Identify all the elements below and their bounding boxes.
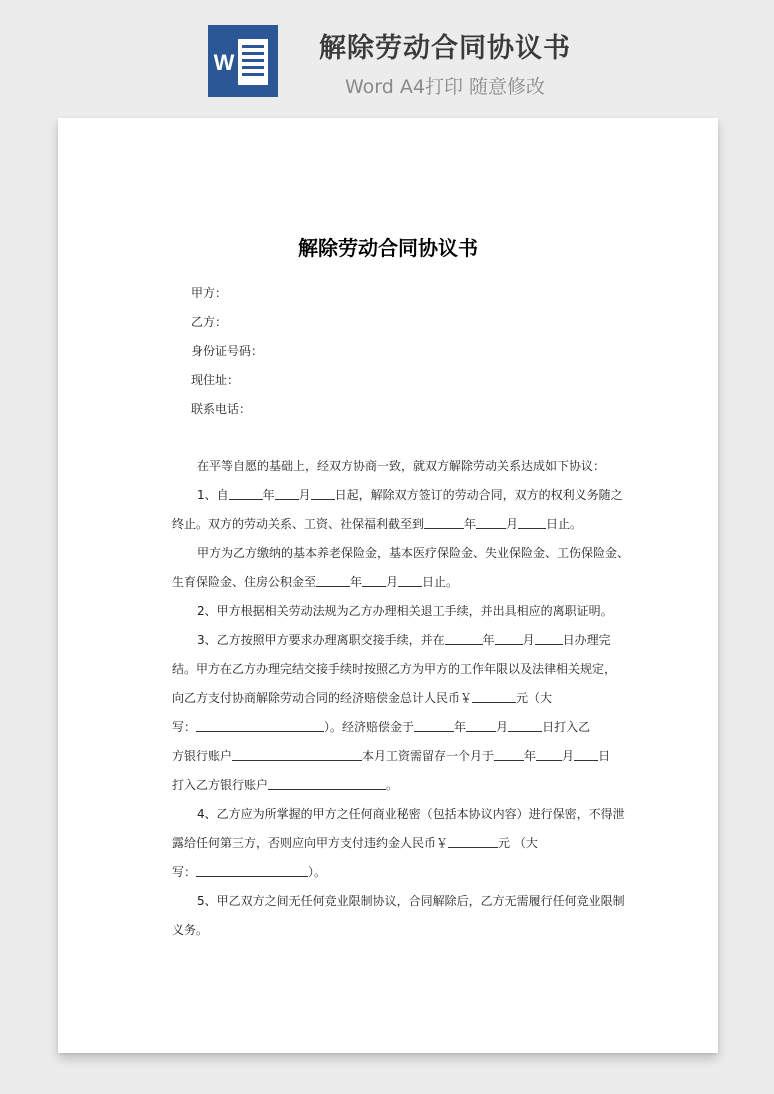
clause-4-line-3: 写： ）。	[172, 865, 327, 879]
clause-3-line-2: 结。甲方在乙方办理完结交接手续时按照乙方为甲方的工作年限以及法律相关规定，	[172, 662, 617, 676]
clause-3-line-4: 写： ）。经济赔偿金于 年 月 日打入乙	[172, 720, 591, 734]
intro-paragraph: 在平等自愿的基础上，经双方协商一致，就双方解除劳动关系达成如下协议：	[197, 459, 606, 473]
clause-3-line-3: 向乙方支付协商解除劳动合同的经济赔偿金总计人民币￥ 元（大	[172, 691, 553, 705]
clause-3-line-6: 打入乙方银行账户 。	[172, 778, 399, 792]
word-icon-letter: W	[213, 50, 235, 75]
field-address: 现住址：	[191, 373, 240, 387]
banner	[0, 0, 774, 118]
clause-4-line-2: 露给任何第三方，否则应向甲方支付违约金人民币￥ 元 （大	[172, 836, 538, 850]
clause-5-line-2: 义务。	[172, 923, 209, 937]
document-page	[58, 118, 718, 1053]
field-phone: 联系电话：	[191, 402, 252, 416]
field-party-a: 甲方：	[191, 286, 228, 300]
field-id-number: 身份证号码：	[191, 344, 264, 358]
document-title: 解除劳动合同协议书	[298, 236, 478, 260]
clause-1-line-4: 生育保险金、住房公积金至 年 月 日止。	[172, 575, 459, 589]
clause-1-line-1: 1、自 年 月 日起，解除双方签订的劳动合同，双方的权利义务随之	[197, 488, 623, 502]
clause-4-line-1: 4、乙方应为所掌握的甲方之任何商业秘密（包括本协议内容）进行保密，不得泄	[197, 807, 625, 821]
word-document-icon	[208, 25, 278, 97]
clause-3-line-5: 方银行账户 本月工资需留存一个月于 年 月 日	[172, 749, 611, 763]
clause-1-line-2: 终止。双方的劳动关系、工资、社保福利截至到 年 月 日止。	[172, 517, 583, 531]
clause-5-line-1: 5、甲乙双方之间无任何竞业限制协议，合同解除后，乙方无需履行任何竞业限制	[197, 894, 625, 908]
clause-1-line-3: 甲方为乙方缴纳的基本养老保险金，基本医疗保险金、失业保险金、工伤保险金、	[197, 546, 630, 560]
clause-2: 2、甲方根据相关劳动法规为乙方办理相关退工手续，并出具相应的离职证明。	[197, 604, 613, 618]
field-party-b: 乙方：	[191, 315, 228, 329]
banner-subtitle: Word A4打印 随意修改	[344, 76, 545, 98]
clause-3-line-1: 3、乙方按照甲方要求办理离职交接手续，并在 年 月 日办理完	[197, 633, 611, 647]
banner-title: 解除劳动合同协议书	[319, 33, 571, 64]
